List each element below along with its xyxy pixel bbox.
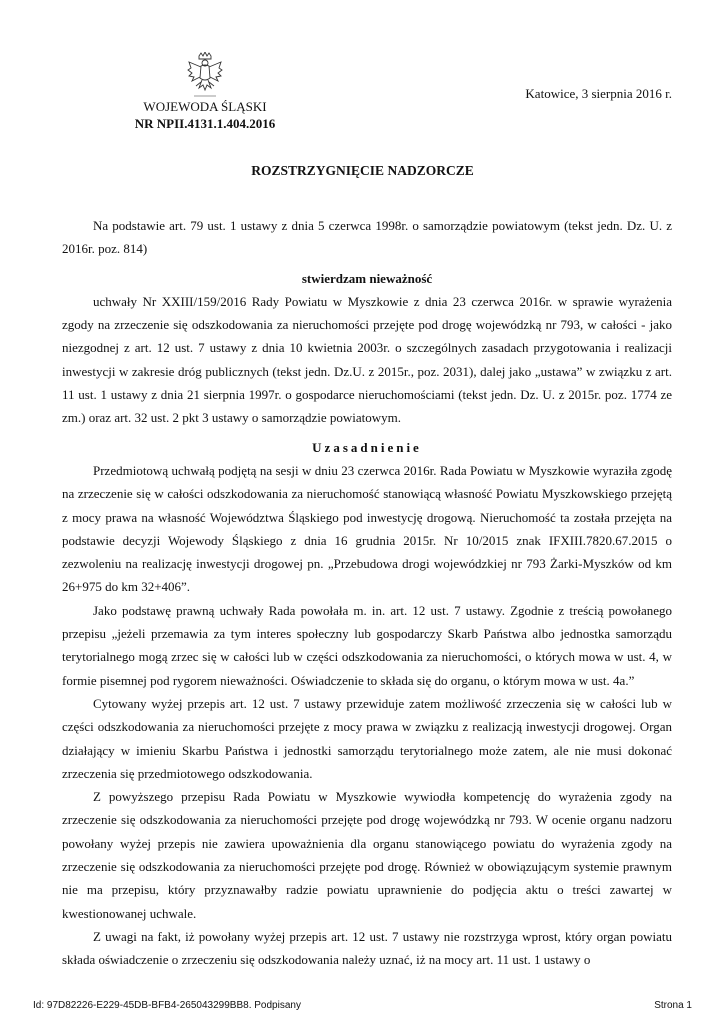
authority-block [100, 98, 310, 132]
document-body [62, 214, 672, 972]
justification-paragraph-1: Przedmiotową uchwałą podjętą na sesji w dniu 23 czerwca 2016r. Rada Powiatu w Myszkowie wyraziła zgodę na zrzeczenie się w całości odszkodowania za nieruchomość stanowiącą własność Powiatu Myszkowskiego przejętą z mocy prawa na własność Województwa Śląskiego pod inwestycję drogową. Nieruchomość ta została przejęta na podstawie decyzji Wojewody Śląskiego z dnia 16 grudnia 2015r. Nr 10/2015 znak IFXIII.7820.67.2015 o zezwoleniu na realizację inwestycji drogowej pn. „Przebudowa drogi wojewódzkiej nr 793 Żarki-Myszków od km 26+975 do km 32+406”. [62, 462, 672, 595]
decision-paragraph: uchwały Nr XXIII/159/2016 Rady Powiatu w Myszkowie z dnia 23 czerwca 2016r. w sprawie wyrażenia zgody na zrzeczenie się odszkodowania za nieruchomości przejęte pod drogę wojewódzką nr 793, w całości - jako niezgodnej z art. 12 ust. 7 ustawy z dnia 10 kwietnia 2003r. o szczególnych zasadach przygotowania i realizacji inwestycji w zakresie dróg publicznych (tekst jedn. Dz.U. z 2015r., poz. 2031), dalej jako „ustawa” w związku z art. 11 ust. 1 ustawy z dnia 21 sierpnia 1997r. o gospodarce nieruchomościami (tekst jedn. Dz. U. z 2015r. poz. 1774 ze zm.) oraz art. 32 ust. 2 pkt 3 ustawy o samorządzie powiatowym. [62, 293, 672, 426]
footer-document-id: Id: 97D82226-E229-45DB-BFB4-265043299BB8. Podpisany [33, 1000, 301, 1011]
justification-paragraph-2: Jako podstawę prawną uchwały Rada powołała m. in. art. 12 ust. 7 ustawy. Zgodnie z treścią powołanego przepisu „jeżeli przemawia za tym interes społeczny lub gospodarczy Skarb Państwa albo jednostka samorządu terytorialnego mogą zrzec się w całości lub w części odszkodowania za nieruchomości, o których mowa w ust. 4, w formie pisemnej pod rygorem nieważności. Oświadczenie to składa się do organu, o którym mowa w ust. 4a.” [62, 602, 672, 688]
legal-basis-paragraph: Na podstawie art. 79 ust. 1 ustawy z dnia 5 czerwca 1998r. o samorządzie powiatowym (tekst jedn. Dz. U. z 2016r. poz. 814) [62, 218, 672, 257]
document-title: ROZSTRZYGNIĘCIE NADZORCZE [251, 163, 474, 178]
justification-heading: Uzasadnienie [312, 439, 422, 455]
justification-paragraph-5: Z uwagi na fakt, iż powołany wyżej przepis art. 12 ust. 7 ustawy nie rozstrzyga wprost, który organ powiatu składa oświadczenie o zrzeczeniu się odszkodowania należy uznać, iż na mocy art. 11 ust. 1 ustawy o [62, 928, 672, 968]
decision-heading: stwierdzam nieważność [301, 270, 433, 286]
document-number: NR NPII.4131.1.404.2016 [134, 116, 276, 131]
polish-eagle-emblem-icon [186, 52, 224, 98]
authority-name: WOJEWODA ŚLĄSKI [143, 99, 267, 114]
justification-paragraph-3: Cytowany wyżej przepis art. 12 ust. 7 ustawy przewiduje zatem możliwość zrzeczenia się w całości lub w części odszkodowania za nieruchomości przejęte z mocy prawa w związku z realizacją inwestycji drogowej. Organ działający w imieniu Skarbu Państwa i jednostki samorządu terytorialnego może zatem, ale nie musi dokonać zrzeczenia się przedmiotowego odszkodowania. [62, 695, 672, 781]
justification-paragraph-4: Z powyższego przepisu Rada Powiatu w Myszkowie wywiodła kompetencję do wyrażenia zgody na zrzeczenie się odszkodowania za nieruchomości przejęte pod drogę wojewódzką nr 793. W ocenie organu nadzoru powołany wyżej przepis nie zawiera upoważnienia dla organu stanowiącego powiatu do wyrażenia zgody na zrzeczenie się odszkodowania za nieruchomości przejęte pod drogę. Również w obowiązującym systemie prawnym nie ma przepisu, który przyznawałby radzie powiatu uprawnienie do podjęcia aktu o treści zawartej w kwestionowanej uchwale. [62, 789, 672, 921]
footer-page-number: Strona 1 [654, 1000, 692, 1011]
place-date: Katowice, 3 sierpnia 2016 r. [525, 86, 672, 101]
